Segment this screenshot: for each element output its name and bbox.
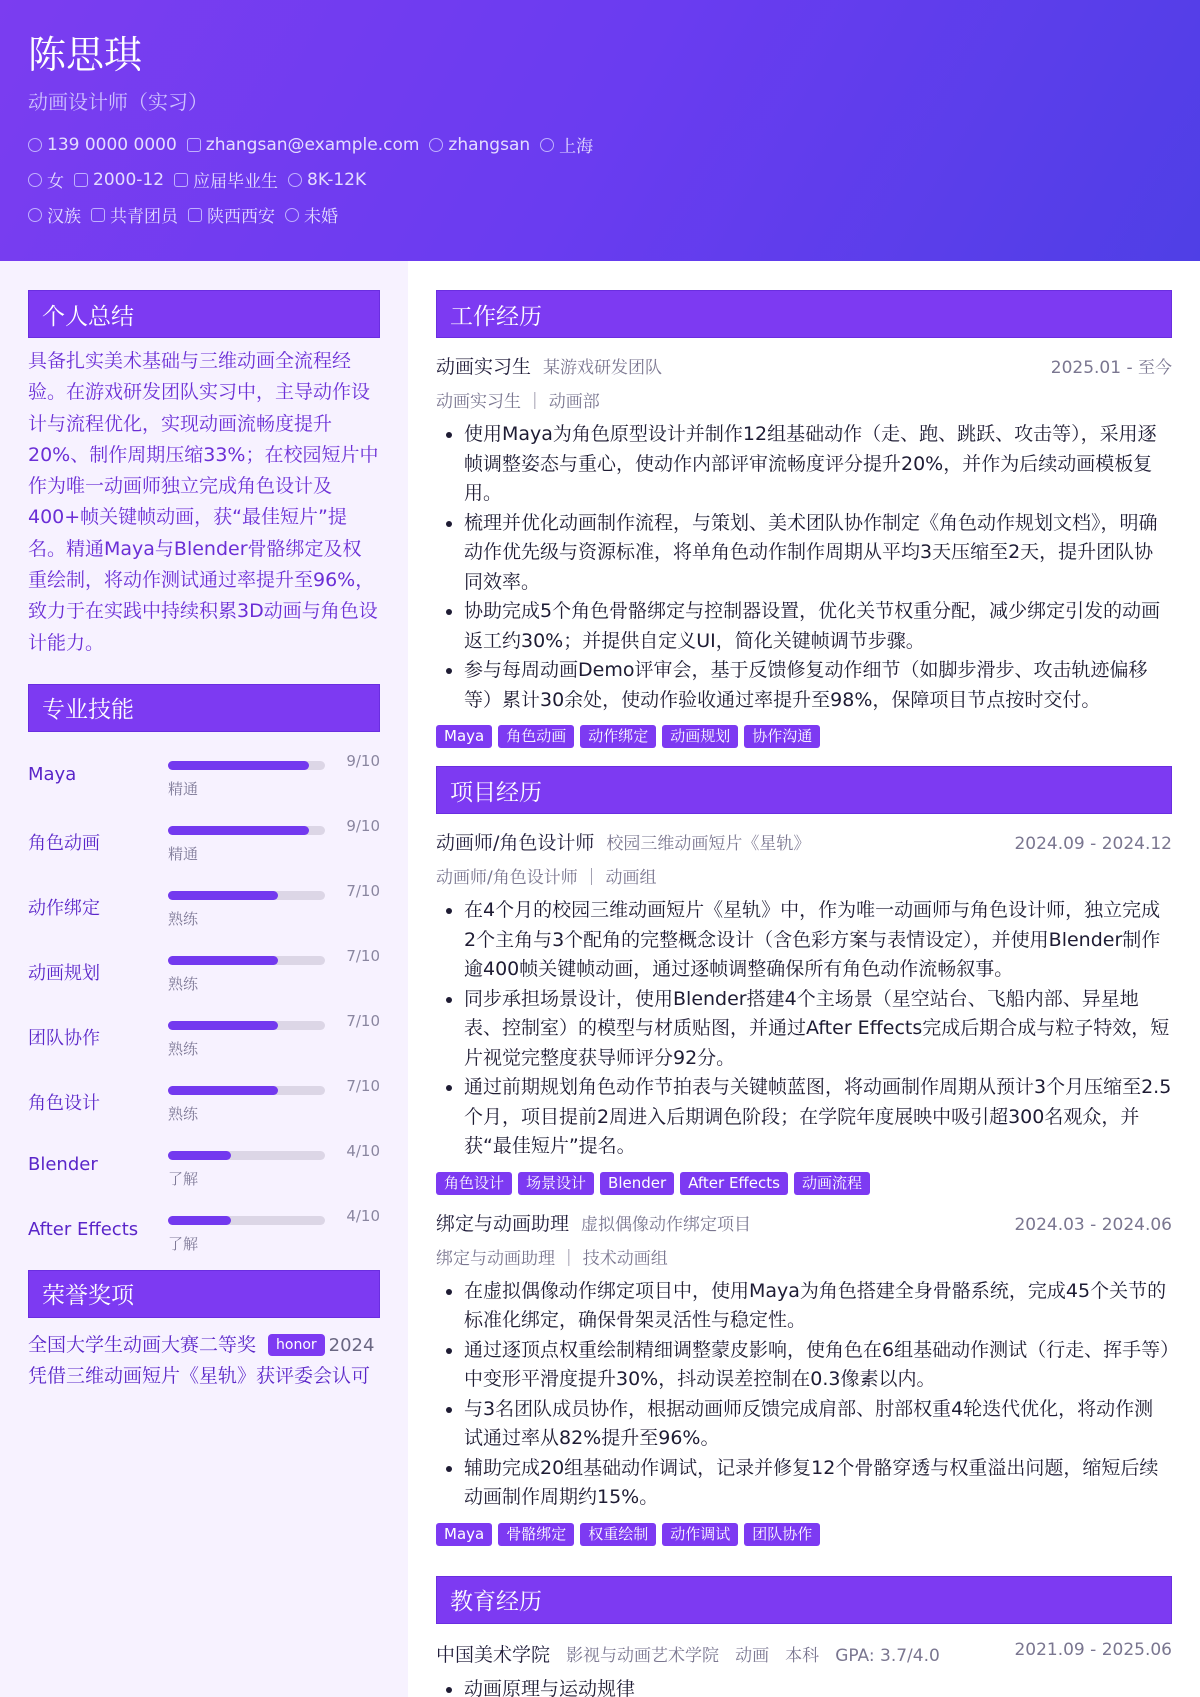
award-year: 2024: [328, 1334, 375, 1356]
summary-heading: 个人总结: [28, 290, 380, 338]
tag-badge: 动作绑定: [580, 725, 656, 748]
entry-bullet: • 通过逐顶点权重绘制精细调整蒙皮影响，使角色在6组基础动作测试（行走、挥手等）中变形平滑度提升30%，抖动误差控制在0.3像素以内。: [464, 1336, 1172, 1395]
entry-tags: [436, 1523, 1172, 1546]
skill-score: 4/10: [346, 1206, 380, 1225]
award-name: 全国大学生动画大赛二等奖: [28, 1333, 257, 1356]
skill-name: 动作绑定: [28, 897, 100, 919]
skill-meter: [168, 935, 380, 1000]
briefcase-icon: [174, 173, 188, 187]
entry-bullet: • 梳理并优化动画制作流程，与策划、美术团队协作制定《角色动作规划文档》，明确动作优先级与资源标准，将单角色动作制作周期从平均3天压缩至2天，提升团队协同效率。: [464, 509, 1172, 598]
skill-level: 熟练: [168, 1104, 199, 1123]
skill-level: 精通: [168, 779, 199, 798]
status: 应届毕业生: [174, 167, 278, 192]
home-icon: [188, 208, 202, 222]
skills-list: [28, 740, 380, 1260]
entry-bullet: • 使用Maya为角色原型设计并制作12组基础动作（走、跑、跳跃、攻击等），采用逐帧调整姿态与重心，使动作内部评审流畅度评分提升20%，并作为后续动画模板复用。: [464, 420, 1172, 509]
tag-badge: 团队协作: [744, 1523, 820, 1546]
tag-badge: 动画流程: [794, 1172, 870, 1195]
skill-item: [28, 1000, 380, 1065]
skill-name: After Effects: [28, 1218, 139, 1240]
skill-bar: [168, 891, 325, 900]
skill-bar: [168, 1216, 325, 1225]
skill-item: [28, 1130, 380, 1195]
candidate-name: 陈思琪: [28, 33, 143, 77]
education-bullet: • 动画原理与运动规律: [464, 1675, 1172, 1697]
entry-date: 2024.03 - 2024.06: [1014, 1214, 1172, 1235]
major: 动画: [735, 1645, 770, 1666]
skill-item: [28, 1065, 380, 1130]
birth: 2000-12: [74, 170, 164, 190]
skill-meter: [168, 1065, 380, 1130]
entry-bullets: [436, 896, 1172, 1162]
calendar-icon: [74, 173, 88, 187]
skill-name: Maya: [28, 763, 77, 785]
entry-bullets: [436, 420, 1172, 715]
skill-bar: [168, 1151, 325, 1160]
skill-item: [28, 1195, 380, 1260]
skill-bar: [168, 956, 325, 965]
entry-tags: [436, 725, 1172, 748]
tag-badge: Maya: [436, 725, 492, 748]
location-pin-icon: [540, 138, 554, 152]
tag-badge: Maya: [436, 1523, 492, 1546]
entry-bullet: • 在4个月的校园三维动画短片《星轨》中，作为唯一动画师与角色设计师，独立完成2个主角与3个配角的完整概念设计（含色彩方案与表情设定），并使用Blender制作逾400帧关键帧动画，通过逐帧调整确保所有角色动作流畅叙事。: [464, 896, 1172, 985]
skill-score: 7/10: [346, 946, 380, 965]
entry-subtitle: 动画实习生 ｜ 动画部: [436, 392, 600, 412]
entry-date: 2025.01 - 至今: [1050, 358, 1172, 378]
skill-bar-fill: [168, 891, 278, 900]
skill-score: 9/10: [346, 751, 380, 770]
skill-score: 7/10: [346, 1076, 380, 1095]
award-desc: 凭借三维动画短片《星轨》获评委会认可: [28, 1364, 371, 1387]
entry-bullets: [436, 1277, 1172, 1513]
skill-name: 动画规划: [28, 962, 100, 984]
contact-row: [28, 127, 1172, 162]
right-column: [408, 261, 1200, 1697]
entry-tags: [436, 1172, 1172, 1195]
skill-level: 精通: [168, 844, 199, 863]
money-icon: [288, 173, 302, 187]
entry-org: 虚拟偶像动作绑定项目: [581, 1214, 752, 1235]
skill-level: 了解: [168, 1169, 199, 1188]
skill-meter: [168, 1130, 380, 1195]
entry-org: 某游戏研发团队: [543, 358, 663, 378]
skill-score: 4/10: [346, 1141, 380, 1160]
entry-subtitle: 绑定与动画助理 ｜ 技术动画组: [436, 1248, 668, 1269]
phone-icon: [28, 138, 42, 152]
candidate-title: 动画设计师（实习）: [28, 90, 208, 114]
user-icon: [28, 173, 42, 187]
award-item: [28, 1330, 380, 1392]
marital-status: 未婚: [285, 202, 338, 227]
summary-text: 具备扎实美术基础与三维动画全流程经验。在游戏研发团队实习中，主导动作设计与流程优化，实现动画流畅度提升20%、制作周期压缩33%；在校园短片中作为唯一动画师独立完成角色设计及400+帧关键帧动画，获“最佳短片”提名。精通Maya与Blender骨骼绑定及权重绘制，将动作测试通过率提升至96%，致力于在实践中持续积累3D动画与角色设计能力。: [28, 350, 379, 654]
skill-name: 角色动画: [28, 832, 100, 854]
skill-bar-fill: [168, 761, 309, 770]
skill-score: 7/10: [346, 1011, 380, 1030]
tag-badge: After Effects: [680, 1172, 788, 1195]
entry-header: [436, 828, 1172, 855]
tag-badge: 动作调试: [662, 1523, 738, 1546]
entry-role: 动画师/角色设计师: [436, 832, 595, 854]
skill-meter: [168, 870, 380, 935]
experience-entry: [436, 828, 1172, 1195]
location: 上海: [540, 132, 593, 157]
awards-heading: 荣誉奖项: [28, 1270, 380, 1318]
education-heading: 教育经历: [436, 1576, 1172, 1624]
entry-header: [436, 1209, 1172, 1236]
skill-name: 角色设计: [28, 1092, 100, 1114]
skill-bar-fill: [168, 1086, 278, 1095]
entry-role: 动画实习生: [436, 356, 532, 378]
entry-bullet: • 通过前期规划角色动作节拍表与关键帧蓝图，将动画制作周期从预计3个月压缩至2.5个月，项目提前2周进入后期调色阶段；在学院年度展映中吸引超300名观众，并获“最佳短片”提名。: [464, 1073, 1172, 1162]
flag-icon: [91, 208, 105, 222]
skill-bar: [168, 1086, 325, 1095]
skill-bar-fill: [168, 1021, 278, 1030]
entry-bullet: • 与3名团队成员协作，根据动画师反馈完成肩部、肘部权重4轮迭代优化，将动作测试通过率从82%提升至96%。: [464, 1395, 1172, 1454]
entry-org: 校园三维动画短片《星轨》: [606, 834, 811, 854]
email: zhangsan@example.com: [187, 135, 420, 155]
background-row: [28, 197, 1172, 232]
entry-subtitle: 动画师/角色设计师 ｜ 动画组: [436, 868, 657, 888]
skill-bar-fill: [168, 956, 278, 965]
degree: 本科: [785, 1645, 820, 1666]
left-column: [0, 261, 408, 1697]
skill-item: [28, 870, 380, 935]
education-bullets: [436, 1675, 1172, 1697]
skills-heading: 专业技能: [28, 684, 380, 732]
skill-meter: [168, 805, 380, 870]
personal-row: [28, 162, 1172, 197]
skill-level: 熟练: [168, 974, 199, 993]
entry-title-group: [436, 1209, 751, 1236]
work-heading: 工作经历: [436, 290, 1172, 338]
tag-badge: 角色设计: [436, 1172, 512, 1195]
users-icon: [28, 208, 42, 222]
skill-name: Blender: [28, 1153, 98, 1175]
resume-header: [0, 0, 1200, 261]
tag-badge: 权重绘制: [580, 1523, 656, 1546]
entry-bullet: • 同步承担场景设计，使用Blender搭建4个主场景（星空站台、飞船内部、异星地表、控制室）的模型与材质贴图，并通过After Effects完成后期合成与粒子特效，短片视觉完整度获导师评分92分。: [464, 985, 1172, 1074]
chat-icon: [429, 138, 443, 152]
political-status: 共青团员: [91, 202, 178, 227]
entry-date: 2024.09 - 2024.12: [1014, 834, 1172, 854]
skill-score: 7/10: [346, 881, 380, 900]
entry-title-group: [436, 828, 810, 855]
skill-item: [28, 805, 380, 870]
tag-badge: 场景设计: [518, 1172, 594, 1195]
wechat: zhangsan: [429, 135, 530, 155]
skill-item: [28, 740, 380, 805]
experience-entry: [436, 352, 1172, 748]
gpa: GPA: 3.7/4.0: [835, 1645, 940, 1666]
projects-heading: 项目经历: [436, 766, 1172, 814]
skill-level: 熟练: [168, 909, 199, 928]
tag-badge: 动画规划: [662, 725, 738, 748]
mail-icon: [187, 138, 201, 152]
skill-bar: [168, 1021, 325, 1030]
education-date: 2021.09 - 2025.06: [1014, 1639, 1172, 1660]
skill-bar-fill: [168, 1216, 231, 1225]
skill-bar-fill: [168, 1151, 231, 1160]
skill-level: 了解: [168, 1234, 199, 1253]
skill-meter: [168, 1195, 380, 1260]
award-badge: honor: [268, 1334, 325, 1356]
phone: 139 0000 0000: [28, 135, 177, 155]
college: 影视与动画艺术学院: [566, 1645, 720, 1666]
entry-bullet: • 协助完成5个角色骨骼绑定与控制器设置，优化关节权重分配，减少绑定引发的动画返工约30%；并提供自定义UI，简化关键帧调节步骤。: [464, 597, 1172, 656]
experience-entry: [436, 1209, 1172, 1546]
tag-badge: 角色动画: [498, 725, 574, 748]
gender: 女: [28, 167, 64, 192]
project-list: [436, 828, 1172, 1546]
education-item: [436, 1640, 1172, 1667]
skill-bar: [168, 826, 325, 835]
heart-icon: [285, 208, 299, 222]
school-name: 中国美术学院: [436, 1643, 551, 1666]
skill-item: [28, 935, 380, 1000]
tag-badge: 协作沟通: [744, 725, 820, 748]
work-list: [436, 352, 1172, 748]
tag-badge: 骨骼绑定: [498, 1523, 574, 1546]
skill-level: 熟练: [168, 1039, 199, 1058]
entry-bullet: • 参与每周动画Demo评审会，基于反馈修复动作细节（如脚步滑步、攻击轨迹偏移等）累计30余处，使动作验收通过率提升至98%，保障项目节点按时交付。: [464, 656, 1172, 715]
skill-meter: [168, 740, 380, 805]
skill-score: 9/10: [346, 816, 380, 835]
hometown: 陕西西安: [188, 202, 275, 227]
skill-bar-fill: [168, 826, 309, 835]
entry-header: [436, 352, 1172, 379]
salary: 8K-12K: [288, 170, 366, 190]
ethnicity: 汉族: [28, 202, 81, 227]
skill-bar: [168, 761, 325, 770]
entry-bullet: • 辅助完成20组基础动作调试，记录并修复12个骨骼穿透与权重溢出问题，缩短后续动画制作周期约15%。: [464, 1454, 1172, 1513]
skill-name: 团队协作: [28, 1027, 100, 1049]
entry-role: 绑定与动画助理: [436, 1212, 570, 1235]
entry-bullet: • 在虚拟偶像动作绑定项目中，使用Maya为角色搭建全身骨骼系统，完成45个关节的标准化绑定，确保骨架灵活性与稳定性。: [464, 1277, 1172, 1336]
tag-badge: Blender: [600, 1172, 674, 1195]
entry-title-group: [436, 352, 662, 379]
skill-meter: [168, 1000, 380, 1065]
